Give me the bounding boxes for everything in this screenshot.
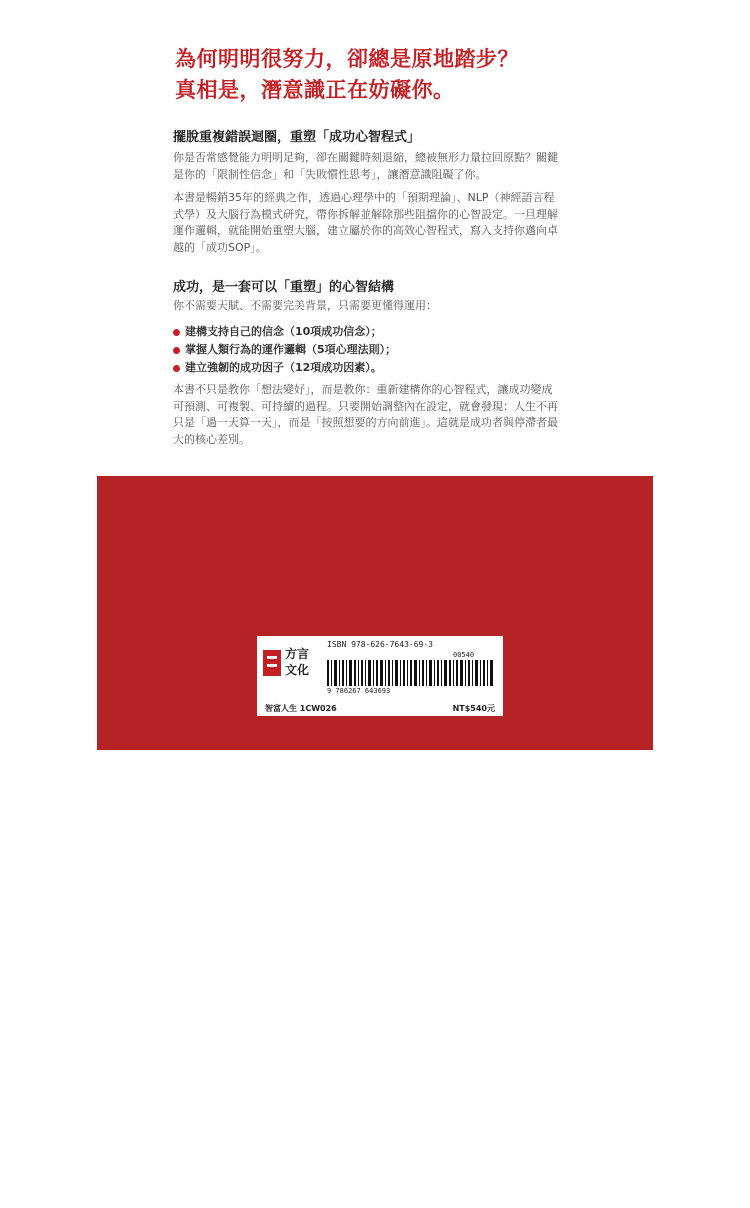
headline-line-1: 為何明明很努力，卻總是原地踏步？ (175, 47, 519, 71)
series-code: 智富人生 1CW026 (265, 704, 337, 713)
imprint-name-1: 方言 (285, 647, 310, 661)
category-text: 建議分類：商業理財、成功法、自我成長 (261, 1198, 415, 1208)
publisher-name-en: BABEL PUBLISHING GROUP (517, 1185, 585, 1190)
section-2-closing: 本書不只是教你「想法變好」，而是教你：重新建構你的心智程式，讓成功變成可預測、可複製、可持續的過程。只要開始調整內在設定，就會發現：人生不再只是「過一天算一天」，而是「按照想要的方向前進」。這就是成功者與停滯者最大的核心差別。 (173, 383, 558, 446)
publisher-name: 方言出版集團 (517, 1171, 584, 1184)
isbn-text: ISBN 978-626-7643-69-3 (327, 640, 433, 649)
headline-line-2: 真相是，潛意識正在妨礙你。 (175, 78, 455, 102)
barcode-icon (327, 660, 495, 686)
imprint-logo-icon (263, 650, 281, 676)
publisher-logo (517, 1169, 585, 1190)
bullet-item: 建構支持自己的信念（10項成功信念）； (173, 323, 563, 341)
price-label: NT$540元 (452, 704, 495, 713)
price-code: 00540 (453, 651, 475, 659)
bullet-item: 建立強韌的成功因子（12項成功因素）。 (173, 359, 563, 377)
section-1-title: 擺脫重複錯誤迴圈，重塑「成功心智程式」 (173, 130, 421, 145)
bullet-item: 掌握人類行為的運作邏輯（5項心理法則）； (173, 341, 563, 359)
barcode-panel (257, 636, 503, 702)
section-2-title: 成功，是一套可以「重塑」的心智結構 (173, 280, 395, 295)
series-price-bar (257, 702, 503, 716)
section-2-intro: 你不需要天賦、不需要完美背景，只需要更懂得運用： (173, 299, 437, 312)
section-1-body (173, 150, 558, 263)
success-bullet-list (173, 323, 563, 377)
imprint-name-2: 文化 (285, 663, 310, 677)
headline (175, 44, 615, 106)
book-back-cover (97, 0, 653, 1208)
barcode-number: 9 786267 643693 (327, 687, 391, 695)
imprint-logo (263, 642, 319, 688)
section-1-paragraph: 你是否常感覺能力明明足夠，卻在關鍵時刻退縮，總被無形力量拉回原點？關鍵是你的「限制性信念」和「失敗慣性思考」，讓潛意識阻礙了你。 (173, 151, 558, 181)
section-1-paragraph: 本書是暢銷35年的經典之作，透過心理學中的「預期理論」、NLP（神經語言程式學）及大腦行為模式研究，帶你拆解並解除那些阻擋你的心智設定。一旦理解運作邏輯，就能開始重塑大腦，建立屬於你的高效心智程式，寫入支持你邁向卓越的「成功SOP」。 (173, 191, 558, 254)
